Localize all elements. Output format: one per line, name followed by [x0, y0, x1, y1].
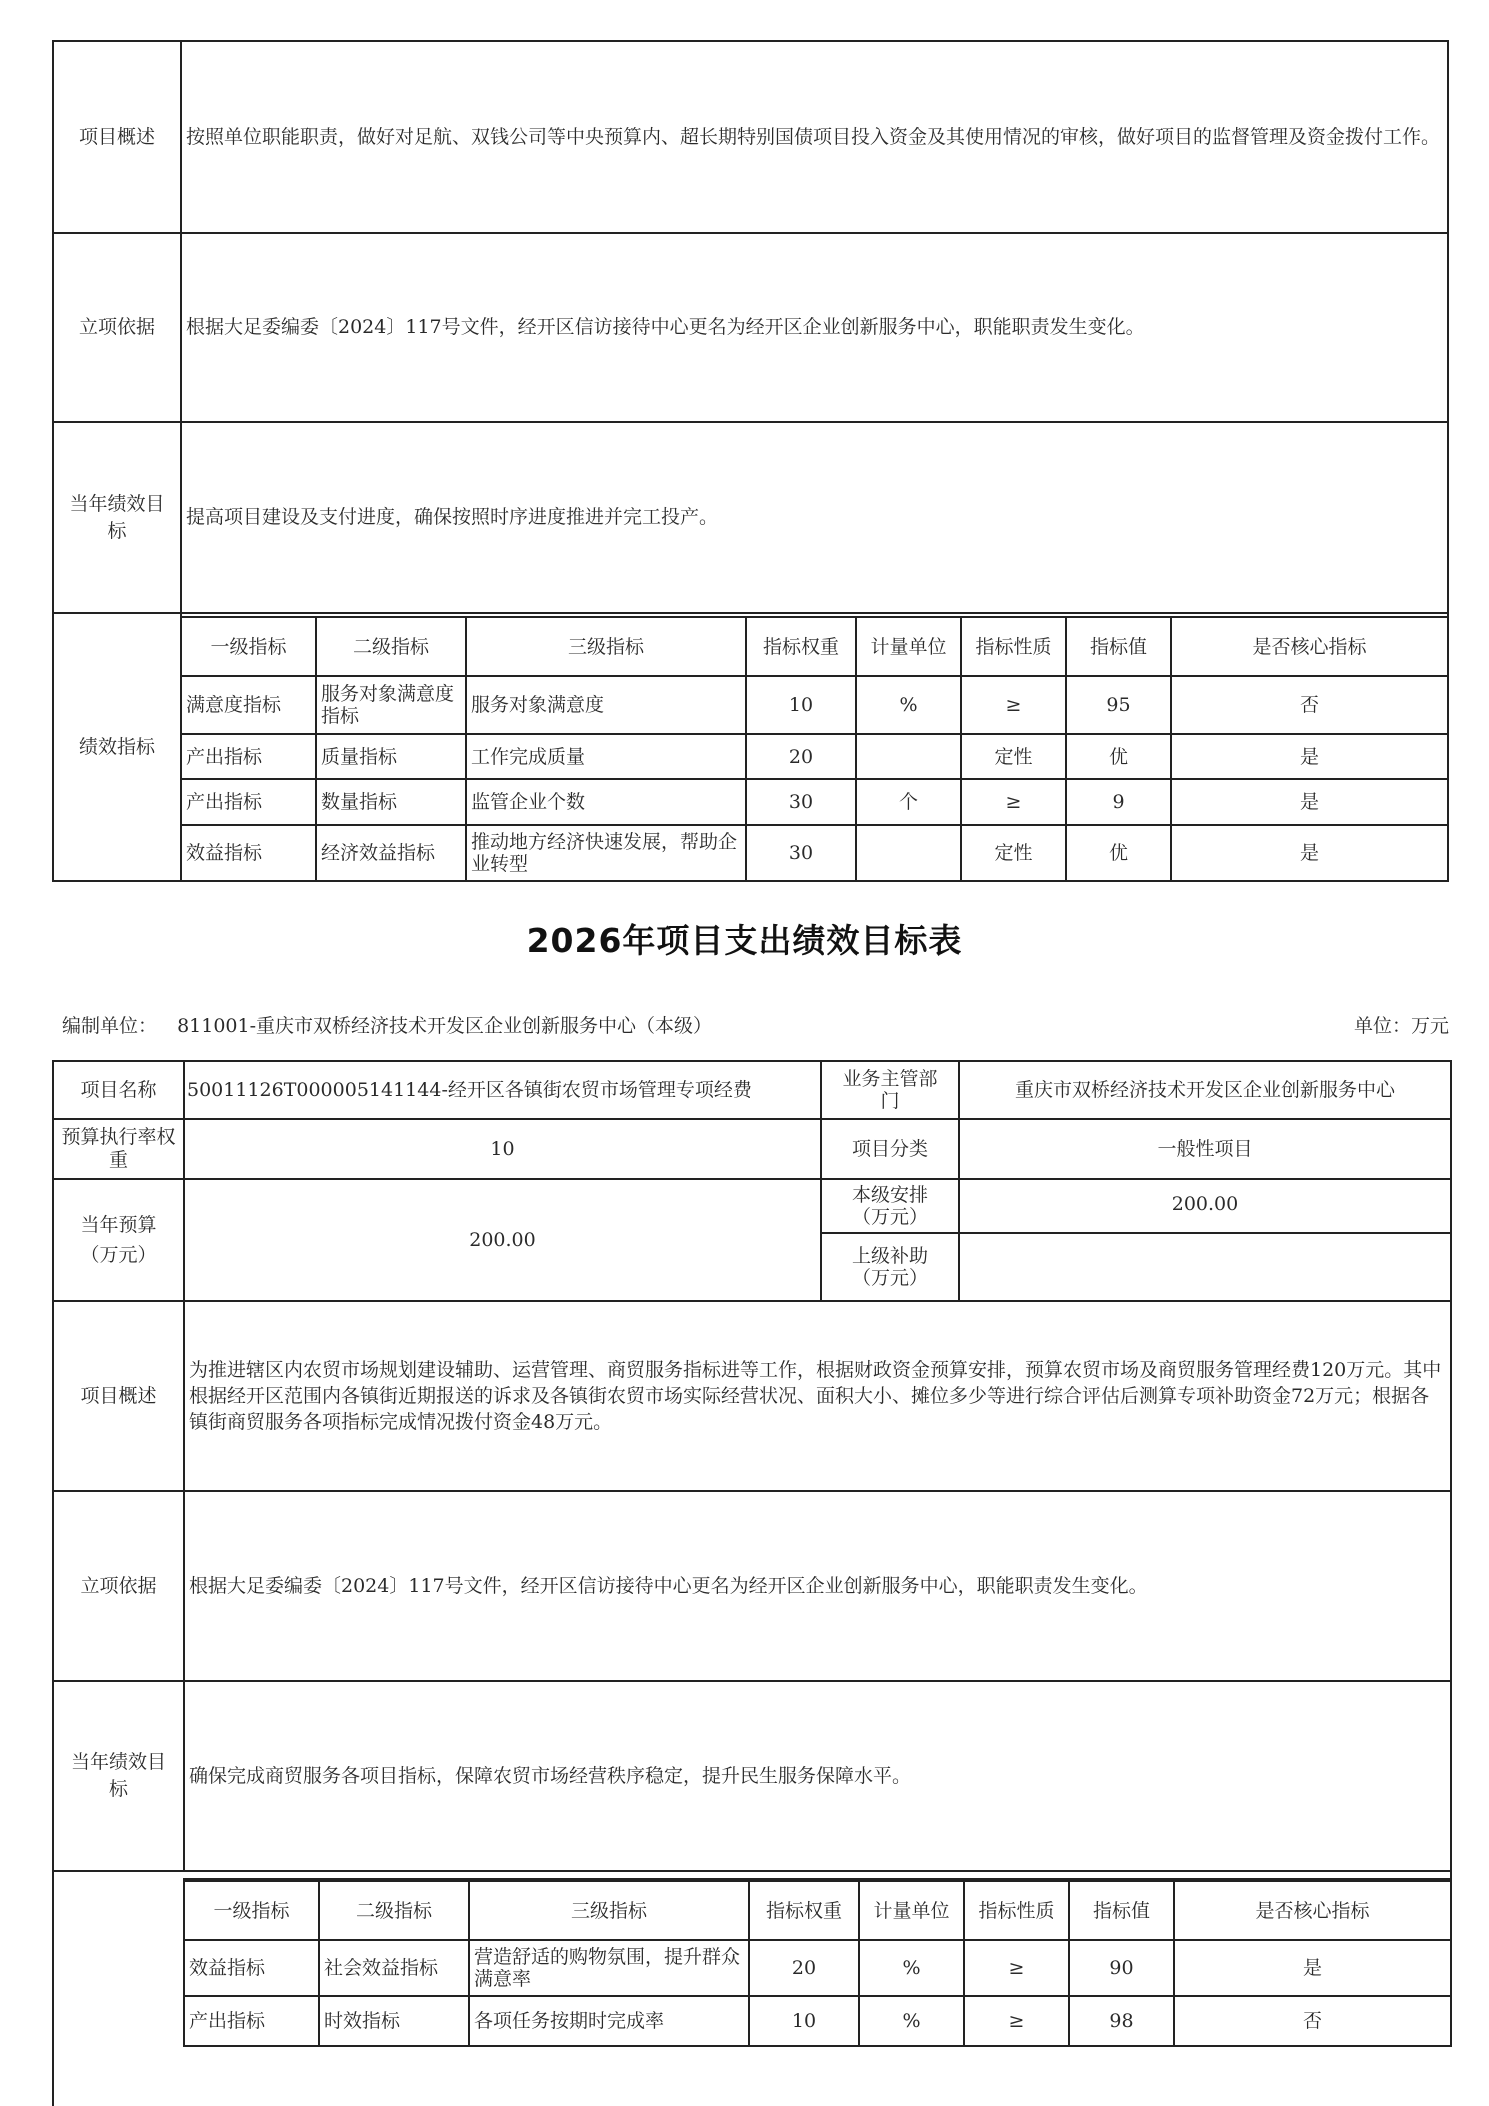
indicator-cell: [468, 1939, 750, 1997]
indicator-cell: [318, 1995, 470, 2047]
indicator-cell: [855, 733, 962, 780]
t1-indicators-label-text: 绩效指标: [78, 735, 155, 758]
t2-category-label: [820, 1118, 960, 1180]
indicator-cell-text: 20: [788, 745, 814, 768]
indicator-cell: [318, 1939, 470, 1997]
t2-upper: [958, 1232, 1452, 1302]
indicator-cell: [855, 778, 962, 826]
indicator-cell-text: 服务对象满意度: [471, 694, 605, 716]
indicator-cell-text: 个: [898, 791, 918, 813]
indicator-cell: [465, 824, 747, 882]
indicator-cell: [960, 778, 1067, 826]
indicator-cell: [465, 675, 747, 735]
t2-basis-label-text: 立项依据: [80, 1574, 157, 1597]
unit-label: 编制单位：: [62, 1015, 158, 1037]
indicator-cell: [858, 1939, 965, 1997]
indicator-cell: [1068, 1995, 1175, 2047]
t2-overview-label-text: 项目概述: [80, 1384, 157, 1407]
indicator-cell: [1065, 824, 1172, 882]
indicator-header-cell: [858, 1880, 965, 1941]
indicator-cell-text: 满意度指标: [186, 694, 282, 716]
indicator-cell-text: 30: [788, 842, 814, 864]
indicator-cell: [745, 824, 857, 882]
indicator-header-text: 计量单位: [870, 635, 947, 658]
indicator-header-cell: [468, 1880, 750, 1941]
t1-indicator-grid: [180, 612, 1449, 882]
indicator-cell-text: 效益指标: [189, 1957, 266, 1979]
indicator-cell: [1068, 1939, 1175, 1997]
t2-exec-weight-text: 10: [490, 1137, 515, 1160]
indicator-cell-text: 服务对象满意度指标: [321, 683, 455, 727]
t2-dept-text: 重庆市双桥经济技术开发区企业创新服务中心: [1014, 1078, 1395, 1101]
indicator-cell-text: 定性: [994, 842, 1033, 864]
t2-goal-text: [183, 1680, 1452, 1872]
indicator-cell-text: 社会效益指标: [324, 1957, 439, 1979]
t1-overview-text: [180, 40, 1449, 234]
t2-overview-label: [52, 1300, 185, 1492]
indicator-cell-text: 20: [791, 1957, 817, 1979]
indicator-cell-text: 10: [788, 694, 814, 716]
t2-project-name-text: 50011126T000005141144-经开区各镇街农贸市场管理专项经费: [187, 1078, 752, 1101]
t2-upper-label-text: 上级补助（万元）: [851, 1245, 928, 1289]
t1-goal-label-text: 当年绩效目标: [69, 492, 165, 542]
indicator-cell: [1170, 733, 1449, 780]
indicator-cell: [315, 733, 467, 780]
indicator-header-text: 指标值: [1092, 1899, 1150, 1922]
t1-basis-text: [180, 232, 1449, 423]
t2-local-text: 200.00: [1171, 1193, 1239, 1215]
indicator-cell: [468, 1995, 750, 2047]
indicator-cell-text: 是: [1302, 1957, 1322, 1979]
indicator-header-text: 指标权重: [762, 635, 839, 658]
indicator-cell: [858, 1995, 965, 2047]
indicator-header-cell: [1065, 616, 1172, 677]
indicator-cell: [963, 1995, 1070, 2047]
indicator-cell-text: 优: [1108, 842, 1128, 864]
indicator-header-cell: [318, 1880, 470, 1941]
indicator-cell: [180, 824, 317, 882]
indicator-header-cell: [855, 616, 962, 677]
indicator-cell-text: 推动地方经济快速发展，帮助企业转型: [471, 831, 738, 875]
indicator-header-cell: [745, 616, 857, 677]
t1-basis-text-content: 根据大足委编委〔2024〕117号文件，经开区信访接待中心更名为经开区企业创新服务中心，职能职责发生变化。: [186, 316, 1145, 338]
indicator-cell-text: 营造舒适的购物氛围，提升群众满意率: [474, 1946, 741, 1990]
indicator-cell-text: 数量指标: [321, 791, 398, 813]
currency-caption: 单位：万元: [1353, 1015, 1449, 1037]
indicator-cell-text: 95: [1106, 694, 1131, 716]
indicator-cell: [180, 778, 317, 826]
indicator-header-cell: [1068, 1880, 1175, 1941]
t2-goal-text-content: 确保完成商贸服务各项目指标，保障农贸市场经营秩序稳定，提升民生服务保障水平。: [189, 1764, 912, 1787]
indicator-cell: [855, 675, 962, 735]
t2-dept-label-text: 业务主管部门: [842, 1068, 938, 1112]
t2-project-name: [183, 1060, 822, 1120]
indicator-header-cell: [960, 616, 1067, 677]
indicator-cell: [963, 1939, 1070, 1997]
indicator-cell-text: %: [899, 694, 918, 716]
indicator-cell-text: 98: [1109, 2010, 1134, 2032]
indicator-cell-text: ≥: [1005, 791, 1022, 813]
t2-project-name-label: [52, 1060, 185, 1120]
t1-basis-label-text: 立项依据: [78, 316, 155, 338]
t2-category: [958, 1118, 1452, 1180]
t2-overview-text: [183, 1300, 1452, 1492]
indicator-header-cell: [1173, 1880, 1452, 1941]
indicator-header-text: 一级指标: [210, 635, 287, 658]
indicator-cell-text: 否: [1299, 694, 1319, 716]
indicator-header-text: 三级指标: [570, 1899, 647, 1922]
t1-overview-text-content: 按照单位职能职责，做好对足航、双钱公司等中央预算内、超长期特别国债项目投入资金及其使用情况的审核，做好项目的监督管理及资金拨付工作。: [186, 125, 1441, 148]
indicator-cell: [183, 1939, 320, 1997]
t1-basis-label: [52, 232, 182, 423]
indicator-header-cell: [1170, 616, 1449, 677]
t2-basis-text: [183, 1490, 1452, 1682]
t2-budget-label-text: 当年预算（万元）: [80, 1214, 157, 1266]
t1-indicators-label: [52, 612, 182, 882]
indicator-cell-text: %: [902, 2010, 921, 2032]
t2-dept: [958, 1060, 1452, 1120]
indicator-header-cell: [465, 616, 747, 677]
indicator-cell-text: 工作完成质量: [471, 745, 586, 768]
indicator-cell-text: 经济效益指标: [321, 842, 436, 864]
indicator-cell: [745, 675, 857, 735]
indicator-cell-text: 是: [1299, 791, 1319, 813]
indicator-cell: [465, 778, 747, 826]
indicator-cell-text: 10: [791, 2010, 817, 2032]
indicator-cell-text: 定性: [994, 745, 1033, 768]
indicator-cell-text: 效益指标: [186, 842, 263, 864]
indicator-cell: [1170, 675, 1449, 735]
indicator-cell: [855, 824, 962, 882]
indicator-cell-text: 否: [1302, 2010, 1322, 2032]
indicator-cell: [180, 675, 317, 735]
indicator-cell: [960, 733, 1067, 780]
t2-local-label: [820, 1178, 960, 1234]
indicator-cell: [183, 1995, 320, 2047]
t1-overview-label-text: 项目概述: [78, 125, 155, 148]
indicator-header-cell: [748, 1880, 860, 1941]
indicator-cell: [315, 675, 467, 735]
indicator-cell-text: ≥: [1008, 2010, 1025, 2032]
t2-basis-label: [52, 1490, 185, 1682]
indicator-cell-text: 优: [1108, 745, 1128, 768]
t2-dept-label: [820, 1060, 960, 1120]
indicator-header-cell: [180, 616, 317, 677]
indicator-cell: [1065, 733, 1172, 780]
t2-exec-weight: [183, 1118, 822, 1180]
indicator-cell-text: 产出指标: [186, 791, 263, 813]
indicator-header-text: 三级指标: [567, 635, 644, 658]
indicator-cell-text: 30: [788, 791, 814, 813]
indicator-header-text: 二级指标: [352, 635, 429, 658]
indicator-cell: [1170, 824, 1449, 882]
indicator-cell-text: 90: [1109, 1957, 1134, 1979]
t2-basis-text-content: 根据大足委编委〔2024〕117号文件，经开区信访接待中心更名为经开区企业创新服务中心，职能职责发生变化。: [189, 1574, 1148, 1597]
indicator-cell: [1173, 1939, 1452, 1997]
indicator-cell-text: ≥: [1005, 694, 1022, 716]
t2-exec-weight-label-text: 预算执行率权重: [61, 1126, 176, 1171]
indicator-cell-text: 产出指标: [186, 745, 263, 768]
indicator-header-cell: [183, 1880, 320, 1941]
indicator-cell-text: 各项任务按期时完成率: [474, 2010, 665, 2032]
indicator-cell: [1065, 675, 1172, 735]
indicator-cell: [960, 824, 1067, 882]
indicator-header-cell: [315, 616, 467, 677]
t2-exec-weight-label: [52, 1118, 185, 1180]
indicator-cell: [748, 1939, 860, 1997]
indicator-cell-text: 是: [1299, 842, 1319, 864]
indicator-cell: [1170, 778, 1449, 826]
indicator-header-text: 计量单位: [873, 1899, 950, 1922]
t2-goal-label: [52, 1680, 185, 1872]
t2-budget: [183, 1178, 822, 1302]
t2-indicators-label: [52, 1870, 185, 2106]
indicator-cell: [960, 675, 1067, 735]
t2-goal-label-text: 当年绩效目标: [70, 1751, 166, 1800]
unit-caption: [62, 1011, 712, 1038]
t2-indicator-grid: [183, 1878, 1452, 2045]
unit-value: 811001-重庆市双桥经济技术开发区企业创新服务中心（本级）: [177, 1015, 713, 1037]
indicator-header-text: 二级指标: [355, 1899, 432, 1922]
indicator-header-text: 指标性质: [975, 635, 1052, 658]
indicator-cell: [1065, 778, 1172, 826]
indicator-cell: [745, 733, 857, 780]
t2-local: [958, 1178, 1452, 1234]
indicator-cell: [465, 733, 747, 780]
t2-budget-text: 200.00: [469, 1228, 536, 1251]
t2-upper-label: [820, 1232, 960, 1302]
indicator-cell: [748, 1995, 860, 2047]
indicator-cell-text: 是: [1299, 745, 1319, 768]
indicator-cell-text: ≥: [1008, 1957, 1025, 1979]
t1-goal-label: [52, 421, 182, 614]
indicator-header-text: 是否核心指标: [1252, 635, 1367, 658]
t2-budget-label: [52, 1178, 185, 1302]
indicator-cell: [1173, 1995, 1452, 2047]
t1-goal-text-content: 提高项目建设及支付进度，确保按照时序进度推进并完工投产。: [186, 506, 719, 528]
indicator-header-cell: [963, 1880, 1070, 1941]
indicator-cell: [180, 733, 317, 780]
t1-overview-label: [52, 40, 182, 234]
t2-overview-text-content: 为推进辖区内农贸市场规划建设辅助、运营管理、商贸服务指标进等工作，根据财政资金预算安排，预算农贸市场及商贸服务管理经费120万元。其中根据经开区范围内各镇街近期报送的诉求及各镇街农贸市场实际经营状况、面积大小、摊位多少等进行综合评估后测算专项补助资金72万元；根据各镇街商贸服务各项指标完成情况拨付资金48万元。: [189, 1359, 1442, 1433]
indicator-cell: [315, 778, 467, 826]
indicator-header-text: 指标权重: [765, 1899, 842, 1922]
t2-project-name-label-text: 项目名称: [80, 1078, 157, 1101]
indicator-cell-text: 监管企业个数: [471, 791, 586, 813]
indicator-header-text: 是否核心指标: [1255, 1899, 1370, 1922]
indicator-cell-text: 9: [1112, 791, 1125, 813]
indicator-cell-text: 时效指标: [324, 2010, 401, 2032]
indicator-cell-text: 产出指标: [189, 2010, 266, 2032]
page-title: 2026年项目支出绩效目标表: [526, 921, 963, 960]
indicator-header-text: 指标值: [1089, 635, 1147, 658]
indicator-cell: [745, 778, 857, 826]
t2-category-label-text: 项目分类: [851, 1137, 928, 1160]
indicator-cell: [315, 824, 467, 882]
indicator-header-text: 一级指标: [213, 1899, 290, 1922]
t2-local-label-text: 本级安排（万元）: [851, 1184, 928, 1228]
indicator-cell-text: %: [902, 1957, 921, 1979]
t1-goal-text: [180, 421, 1449, 614]
indicator-header-text: 指标性质: [978, 1899, 1055, 1922]
indicator-cell-text: 质量指标: [321, 745, 398, 768]
t2-category-text: 一般性项目: [1157, 1137, 1253, 1160]
